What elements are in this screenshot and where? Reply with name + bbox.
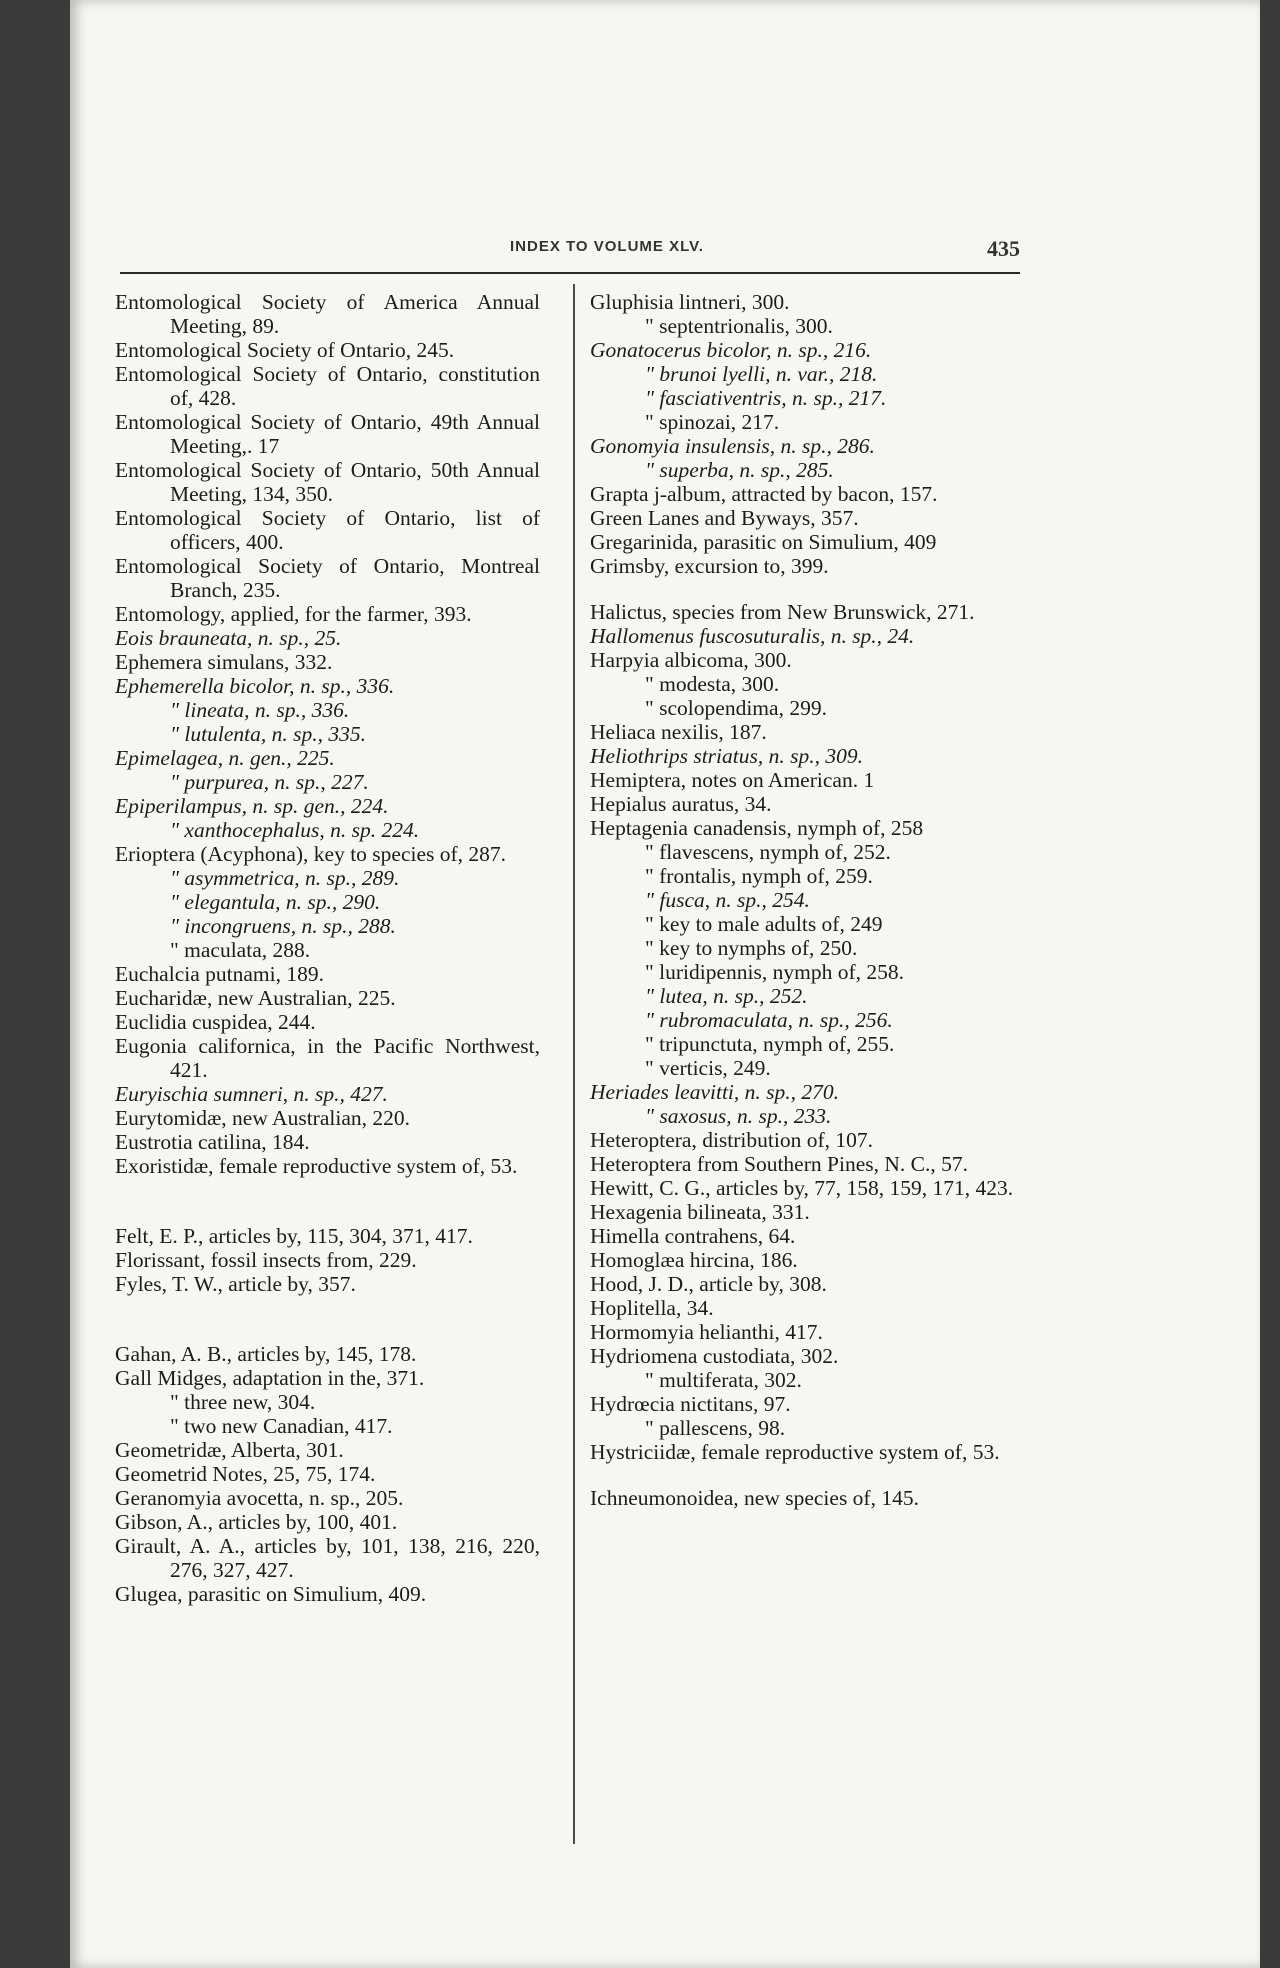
index-entry: Eurytomidæ, new Australian, 220. (115, 1106, 410, 1130)
index-entry: Entomological Society of America Annual Meeting, 89. (115, 290, 540, 338)
index-entry: " spinozai, 217. (645, 410, 780, 434)
index-entry: Geranomyia avocetta, n. sp., 205. (115, 1486, 404, 1510)
index-entry: " brunoi lyelli, n. var., 218. (645, 362, 878, 386)
index-entry: Fyles, T. W., article by, 357. (115, 1272, 356, 1296)
index-entry: Girault, A. A., articles by, 101, 138, 216, 220, 276, 327, 427. (115, 1534, 540, 1582)
index-entry: Hemiptera, notes on American. 1 (590, 768, 875, 792)
index-entry: " verticis, 249. (645, 1056, 771, 1080)
index-entry: Felt, E. P., articles by, 115, 304, 371, 417. (115, 1224, 473, 1248)
index-entry: " septentrionalis, 300. (645, 314, 833, 338)
index-entry: Entomological Society of Ontario, list of officers, 400. (115, 506, 540, 554)
index-entry: Hydriomena custodiata, 302. (590, 1344, 839, 1368)
index-entry: " fusca, n. sp., 254. (645, 888, 810, 912)
index-entry: Exoristidæ, female reproductive system of, 53. (115, 1154, 518, 1178)
index-entry: " multiferata, 302. (645, 1368, 802, 1392)
index-entry: " xanthocephalus, n. sp. 224. (170, 818, 420, 842)
index-entry: Gahan, A. B., articles by, 145, 178. (115, 1342, 417, 1366)
index-entry: Heteroptera from Southern Pines, N. C., 57. (590, 1152, 968, 1176)
index-entry: " saxosus, n. sp., 233. (645, 1104, 832, 1128)
index-entry: Eustrotia catilina, 184. (115, 1130, 310, 1154)
index-entry: Grimsby, excursion to, 399. (590, 554, 829, 578)
page-header (120, 234, 1020, 274)
index-entry: " three new, 304. (170, 1390, 316, 1414)
index-entry: Geometrid Notes, 25, 75, 174. (115, 1462, 376, 1486)
index-entry: Hepialus auratus, 34. (590, 792, 772, 816)
index-entry: " frontalis, nymph of, 259. (645, 864, 873, 888)
index-entry: Hexagenia bilineata, 331. (590, 1200, 810, 1224)
index-entry: Ephemerella bicolor, n. sp., 336. (115, 674, 395, 698)
index-entry: Gonomyia insulensis, n. sp., 286. (590, 434, 875, 458)
index-entry: Eois brauneata, n. sp., 25. (115, 626, 342, 650)
index-entry: " lutea, n. sp., 252. (645, 984, 808, 1008)
index-entry: " asymmetrica, n. sp., 289. (170, 866, 400, 890)
header-rule (120, 272, 1020, 274)
index-entry: " key to male adults of, 249 (645, 912, 883, 936)
index-entry: Harpyia albicoma, 300. (590, 648, 792, 672)
index-entry: " tripunctuta, nymph of, 255. (645, 1032, 895, 1056)
index-entry: Eucharidæ, new Australian, 225. (115, 986, 396, 1010)
index-entry: " pallescens, 98. (645, 1416, 786, 1440)
index-entry: Entomological Society of Ontario, Montreal Branch, 235. (115, 554, 540, 602)
index-entry: Gluphisia lintneri, 300. (590, 290, 790, 314)
index-entry: Heptagenia canadensis, nymph of, 258 (590, 816, 924, 840)
left-column (115, 290, 540, 1606)
index-entry: Epimelagea, n. gen., 225. (115, 746, 335, 770)
index-entry: Hood, J. D., article by, 308. (590, 1272, 827, 1296)
index-entry: Florissant, fossil insects from, 229. (115, 1248, 417, 1272)
index-entry: " purpurea, n. sp., 227. (170, 770, 369, 794)
index-entry: " maculata, 288. (170, 938, 311, 962)
index-entry: " lineata, n. sp., 336. (170, 698, 350, 722)
right-column (590, 290, 1020, 1510)
index-entry: Euchalcia putnami, 189. (115, 962, 324, 986)
index-entry: " superba, n. sp., 285. (645, 458, 834, 482)
index-entry: Epiperilampus, n. sp. gen., 224. (115, 794, 389, 818)
index-entry: " elegantula, n. sp., 290. (170, 890, 381, 914)
index-entry: Hormomyia helianthi, 417. (590, 1320, 823, 1344)
index-entry: Hystriciidæ, female reproductive system of, 53. (590, 1440, 1000, 1464)
index-entry: Euryischia sumneri, n. sp., 427. (115, 1082, 388, 1106)
page-number: 435 (987, 236, 1020, 261)
index-entry: Heteroptera, distribution of, 107. (590, 1128, 874, 1152)
index-entry: Ephemera simulans, 332. (115, 650, 333, 674)
index-entry: Gregarinida, parasitic on Simulium, 409 (590, 530, 937, 554)
index-entry: Glugea, parasitic on Simulium, 409. (115, 1582, 427, 1606)
index-entry: Entomology, applied, for the farmer, 393. (115, 602, 472, 626)
index-entry: " flavescens, nymph of, 252. (645, 840, 891, 864)
index-entry: " fasciativentris, n. sp., 217. (645, 386, 887, 410)
index-entry: Gonatocerus bicolor, n. sp., 216. (590, 338, 872, 362)
index-entry: " key to nymphs of, 250. (645, 936, 858, 960)
index-entry: Hallomenus fuscosuturalis, n. sp., 24. (590, 624, 915, 648)
index-entry: Hoplitella, 34. (590, 1296, 714, 1320)
index-entry: " luridipennis, nymph of, 258. (645, 960, 904, 984)
index-entry: Euclidia cuspidea, 244. (115, 1010, 316, 1034)
index-entry: " scolopendima, 299. (645, 696, 827, 720)
index-entry: Heliothrips striatus, n. sp., 309. (590, 744, 863, 768)
index-entry: Grapta j-album, attracted by bacon, 157. (590, 482, 938, 506)
index-entry: " modesta, 300. (645, 672, 780, 696)
running-title: INDEX TO VOLUME XLV. (510, 238, 704, 255)
index-entry: " rubromaculata, n. sp., 256. (645, 1008, 893, 1032)
index-entry: Entomological Society of Ontario, 245. (115, 338, 455, 362)
index-entry: Ichneumonoidea, new species of, 145. (590, 1486, 919, 1510)
index-entry: " lutulenta, n. sp., 335. (170, 722, 366, 746)
column-divider (573, 284, 575, 1844)
index-entry: Entomological Society of Ontario, constitution of, 428. (115, 362, 540, 410)
index-entry: " two new Canadian, 417. (170, 1414, 393, 1438)
index-entry: Himella contrahens, 64. (590, 1224, 796, 1248)
index-entry: Hewitt, C. G., articles by, 77, 158, 159, 171, 423. (590, 1176, 1014, 1200)
index-entry: Halictus, species from New Brunswick, 271. (590, 600, 975, 624)
index-entry: Green Lanes and Byways, 357. (590, 506, 859, 530)
index-entry: Geometridæ, Alberta, 301. (115, 1438, 344, 1462)
index-entry: Entomological Society of Ontario, 50th Annual Meeting, 134, 350. (115, 458, 540, 506)
index-entry: Heliaca nexilis, 187. (590, 720, 767, 744)
index-entry: Gall Midges, adaptation in the, 371. (115, 1366, 425, 1390)
index-entry: Eugonia californica, in the Pacific Northwest, 421. (115, 1034, 540, 1082)
index-entry: Entomological Society of Ontario, 49th Annual Meeting,. 17 (115, 410, 540, 458)
index-entry: Erioptera (Acyphona), key to species of, 287. (115, 842, 507, 866)
index-entry: Homoglæa hircina, 186. (590, 1248, 798, 1272)
index-entry: Hydrœcia nictitans, 97. (590, 1392, 791, 1416)
index-entry: " incongruens, n. sp., 288. (170, 914, 396, 938)
index-entry: Gibson, A., articles by, 100, 401. (115, 1510, 398, 1534)
index-entry: Heriades leavitti, n. sp., 270. (590, 1080, 840, 1104)
